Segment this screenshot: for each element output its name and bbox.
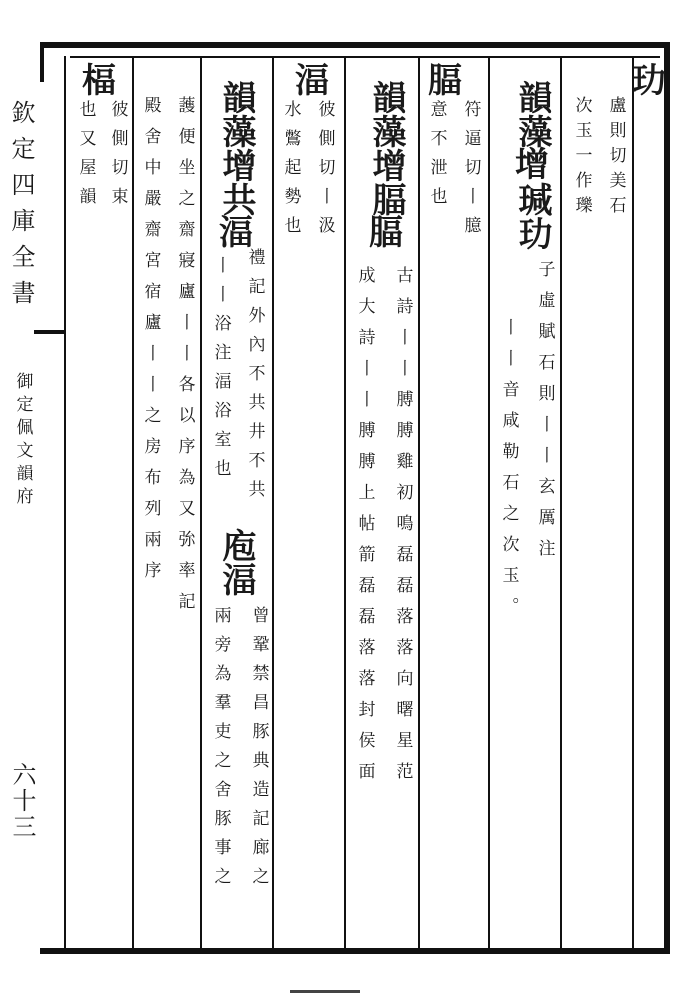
entry-column-8: [70, 61, 128, 101]
note-line: 丨丨浴注湢浴室也: [210, 256, 231, 488]
heading-part: 韻藻: [216, 80, 256, 148]
heading-part: 韻藻: [512, 80, 552, 148]
entry-column-8-notes-a: [104, 100, 130, 216]
inner-top-rule: [70, 56, 660, 58]
entry-column-5-notes-b: [276, 100, 304, 245]
margin-page-number: [8, 762, 36, 840]
column-rule: [64, 56, 66, 948]
fish-tail-text: 御定佩文韻府: [12, 372, 33, 510]
entry-column-5: [286, 61, 338, 101]
column-rule: [488, 56, 490, 948]
column-rule: [418, 56, 420, 948]
heading-part: 增: [515, 145, 549, 185]
entry-column-7-text-b: [136, 96, 164, 592]
margin-book-title: [6, 100, 36, 316]
frame-bottom-border: [40, 948, 670, 954]
column-rule: [132, 56, 134, 948]
entry-column-4-heading: [362, 80, 410, 253]
note-line: 水鷩起勢也: [280, 100, 301, 245]
entry-column-6-heading-b: [212, 528, 260, 596]
entry-column-3-notes-a: [456, 100, 484, 245]
heading-part: 腷: [369, 213, 403, 253]
note-line: 也又屋韻: [75, 100, 96, 216]
entry-column-1-notes-b: [566, 96, 596, 221]
heading-part: 韻藻: [366, 80, 406, 148]
entry-column-5-notes-a: [310, 100, 338, 245]
note-line: 盧則切美石: [605, 96, 626, 221]
entry-column-1-notes: [598, 96, 632, 221]
heading-part: 增共: [216, 148, 256, 216]
heading-part: 增腷: [366, 148, 406, 216]
column-rule: [344, 56, 346, 948]
note-line: 殿舍中嚴齋宮宿廬丨丨之房布列兩序: [140, 96, 161, 592]
note-line: 丨丨音咸勒石之次玉。: [498, 318, 519, 628]
fish-tail-mark: [34, 330, 64, 334]
page-number-text: 六十三: [8, 762, 36, 840]
column-rule: [632, 56, 634, 948]
footer-mark: [290, 990, 360, 993]
entry-column-3: [420, 61, 470, 101]
frame-right-border: [664, 42, 670, 954]
column-rule: [272, 56, 274, 948]
note-line: 次玉一作瓅: [571, 96, 592, 221]
entry-column-2-text-a: [530, 260, 558, 570]
entry-column-6-heading: [212, 80, 260, 253]
column-rule: [560, 56, 562, 948]
note-line: 兩旁為羣吏之舍豚事之: [210, 606, 231, 896]
note-line: 古詩丨丨膊膊雞初鳴磊磊落落向曙星范: [392, 266, 413, 793]
note-line: 䕶便坐之齋寢廬丨丨各以序為又㢱率記: [174, 96, 195, 623]
frame-top-border: [40, 42, 670, 48]
note-line: 成大詩丨丨膊膊上帖箭磊磊落落封侯面: [354, 266, 375, 793]
entry-column-1: [632, 61, 666, 101]
entry-heading-char: 楅: [82, 61, 116, 101]
entry-column-4-text-a: [388, 266, 416, 793]
entry-column-6-text-a: [240, 248, 268, 509]
entry-column-3-notes-b: [422, 100, 450, 216]
entry-heading-char: 湢: [295, 61, 329, 101]
entry-heading-char: 腷: [428, 61, 462, 101]
entry-column-6-text-d: [206, 606, 234, 896]
heading-part: 湢: [219, 213, 253, 253]
note-line: 意不泄也: [426, 100, 447, 216]
entry-column-6-text-c: [244, 606, 272, 896]
frame-left-border: [40, 42, 44, 82]
column-rule: [200, 56, 202, 948]
entry-column-8-notes-b: [72, 100, 98, 216]
note-line: 符逼切丨臆: [460, 100, 481, 245]
heading-part: 瑊玏: [512, 182, 552, 250]
entry-column-6-text-b: [206, 256, 234, 488]
note-line: 子虛賦石則丨丨玄厲注: [534, 260, 555, 570]
margin-fish-tail: [10, 372, 34, 510]
heading-part: 庖湢: [216, 528, 256, 596]
entry-heading-char: 玏: [632, 61, 666, 101]
entry-column-7-text-a: [170, 96, 198, 623]
entry-column-4-text-b: [350, 266, 378, 793]
entry-column-2-text-b: [494, 318, 522, 628]
note-line: 禮記外內不共井不共: [244, 248, 265, 509]
entry-column-2-heading: [510, 80, 554, 250]
note-line: 彼側切丨汲: [314, 100, 335, 245]
note-line: 曾鞏禁昌豚典造記廊之: [248, 606, 269, 896]
note-line: 彼側切束: [107, 100, 128, 216]
margin-title-text: 欽定四庫全書: [7, 100, 35, 316]
